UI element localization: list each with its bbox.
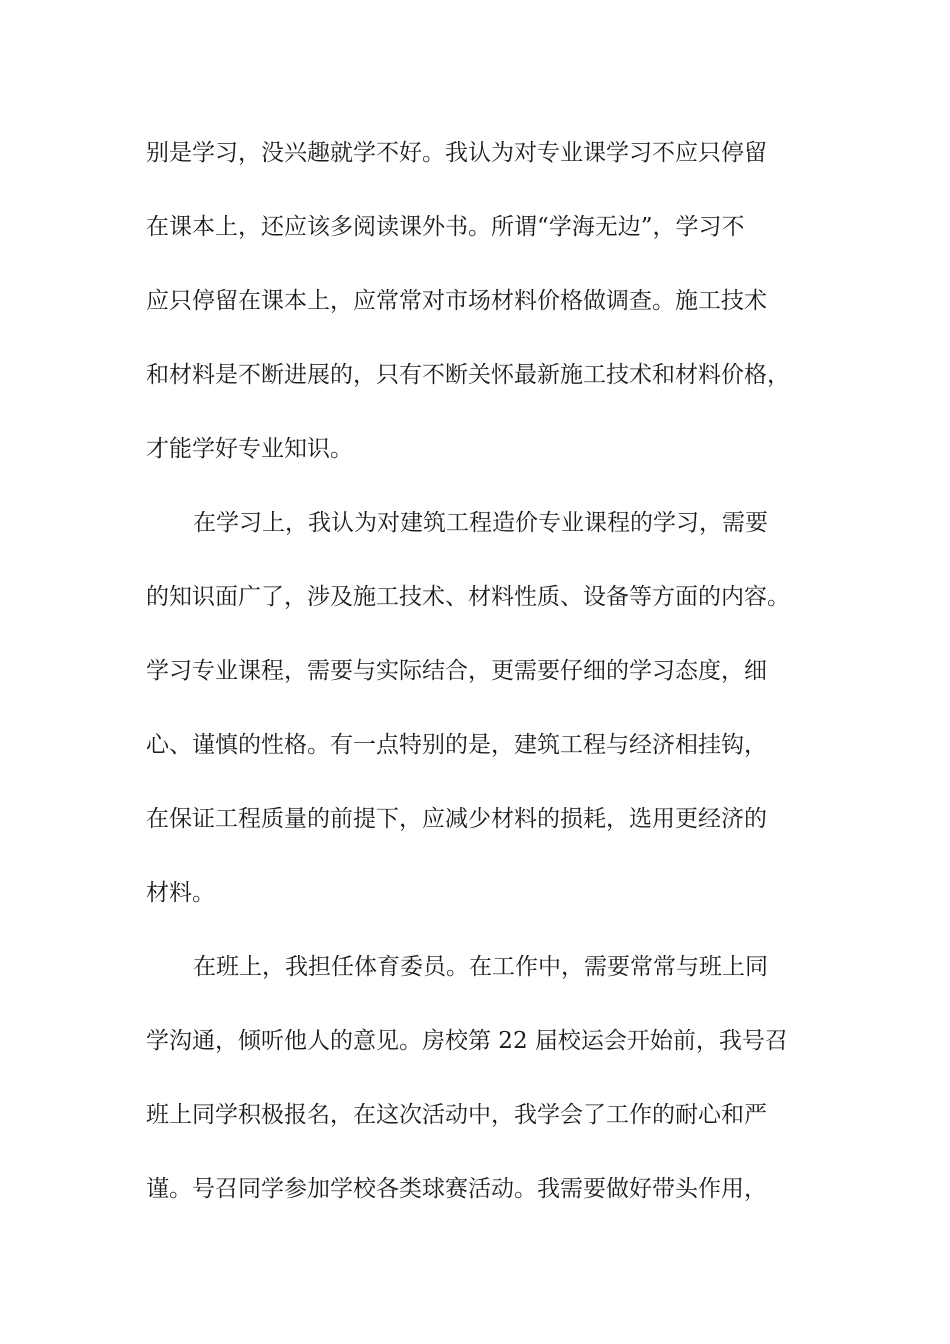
document-body: [146, 130, 816, 1240]
text-line: 和材料是不断进展的，只有不断关怀最新施工技术和材料价格，: [146, 362, 790, 388]
text-line: 应只停留在课本上，应常常对市场材料价格做调查。施工技术: [146, 288, 767, 314]
text-line: 学沟通，倾听他人的意见。房校第 22 届校运会开始前，我号召: [146, 1028, 788, 1054]
paragraph-start-line: 在学习上，我认为对建筑工程造价专业课程的学习，需要: [193, 510, 768, 536]
text-line: 学习专业课程，需要与实际结合，更需要仔细的学习态度，细: [146, 658, 767, 684]
text-line: 在课本上，还应该多阅读课外书。所谓“学海无边”，学习不: [146, 214, 745, 240]
text-line: 的知识面广了，涉及施工技术、材料性质、设备等方面的内容。: [146, 584, 790, 610]
text-line: 心、谨慎的性格。有一点特别的是，建筑工程与经济相挂钩，: [146, 732, 767, 758]
text-line: 谨。号召同学参加学校各类球赛活动。我需要做好带头作用，: [146, 1176, 767, 1202]
paragraph-start-line: 在班上，我担任体育委员。在工作中，需要常常与班上同: [193, 954, 768, 980]
text-line: 才能学好专业知识。: [146, 436, 353, 462]
text-line: 别是学习，没兴趣就学不好。我认为对专业课学习不应只停留: [146, 140, 767, 166]
text-line: 材料。: [146, 880, 215, 906]
text-line: 班上同学积极报名，在这次活动中，我学会了工作的耐心和严: [146, 1102, 767, 1128]
text-line: 在保证工程质量的前提下，应减少材料的损耗，选用更经济的: [146, 806, 767, 832]
